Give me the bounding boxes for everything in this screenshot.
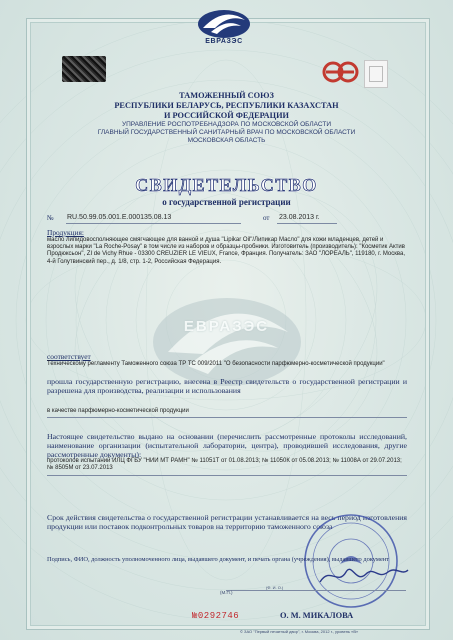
signer-name: О. М. МИКАЛОВА	[280, 611, 354, 620]
usage-text: в качестве парфюмерно-косметической продукции	[47, 408, 189, 414]
emblem-label: ЕВРАЗЭС	[205, 38, 243, 45]
certificate-date: 23.08.2013 г.	[279, 214, 320, 221]
number-label: №	[47, 214, 54, 222]
signature-underline	[226, 590, 406, 591]
date-label: от	[263, 214, 270, 222]
protocols-text: протоколов испытаний ИЛЦ ФГБУ "НИИ МТ РАМН" № 11051Т от 01.08.2013; № 11050К от 05.08.2013; № 11008А от 29.07.2013; № 8505М от 23.07.2013	[47, 458, 402, 472]
printer-footer: © ЗАО "Первый печатный двор", г. Москва, 2012 г., уровень «В»	[240, 629, 359, 634]
document-subtitle: о государственной регистрации	[162, 197, 291, 207]
product-heading: Продукция:	[47, 228, 84, 237]
usage-underline	[47, 417, 407, 418]
header-line-3: И РОССИЙСКОЙ ФЕДЕРАЦИИ	[163, 111, 290, 120]
date-underline	[277, 223, 337, 224]
registration-text: прошла государственную регистрацию, внесена в Реестр свидетельств о государственной регистрации и разрешена для производства, реализации и использования	[47, 377, 407, 396]
signature-caption: Подпись, ФИО, должность уполномоченного лица, выдавшего документ, и печать органа (учреждения), выдавшего документ	[47, 556, 389, 563]
product-description: масло липидовосполняющее смягчающее для ванной и душа "Lipikar Oil"/Липикар Масло" для кожи младенцев, детей и взрослых марки "La Roche-Posay" в том числе из наборов и образцы-пробники. Изготовитель (производитель): "Косметик Актив Продюксьон", ZI de Vichy Rhue - 03300 CREUZIER LE VIEUX, France, Франция. Получатель: ЗАО "ЛОРЕАЛЬ", 119180, г. Москва, 4-й Голутвинский пер., д. 1/8, стр. 1-2, Российская Федерация.	[47, 237, 406, 265]
protocols-underline	[47, 475, 407, 476]
hologram-sticker	[62, 56, 106, 82]
document-title: СВИДЕТЕЛЬСТВО	[135, 175, 318, 195]
conformity-text: Техническому регламенту Таможенного союза ТР ТС 009/2011 "О безопасности парфюмерно-косметической продукции"	[47, 361, 385, 367]
conformity-heading: соответствует	[47, 352, 91, 361]
header-line-4: УПРАВЛЕНИЕ РОСПОТРЕБНАДЗОРА ПО МОСКОВСКОЙ ОБЛАСТИ	[121, 121, 331, 128]
number-underline	[66, 223, 241, 224]
certificate-number: RU.50.99.05.001.E.000135.08.13	[67, 214, 172, 221]
validity-text: Срок действия свидетельства о государственной регистрации устанавливается на весь период изготовления продукции или поставок подконтрольных товаров на территорию таможенного союза	[47, 513, 407, 532]
header-line-6: МОСКОВСКАЯ ОБЛАСТЬ	[187, 137, 266, 144]
fio-label: (Ф. И. О.)	[266, 585, 284, 590]
mp-label: (М.П.)	[220, 590, 233, 595]
header-line-5: ГЛАВНЫЙ ГОСУДАРСТВЕННЫЙ САНИТАРНЫЙ ВРАЧ ПО МОСКОВСКОЙ ОБЛАСТИ	[97, 129, 356, 136]
security-box	[364, 60, 388, 88]
signature-icon	[316, 560, 412, 590]
serial-number: №0292746	[192, 611, 240, 621]
basis-text: Настоящее свидетельство выдано на основании (перечислить рассмотренные протоколы исследований, наименование организации (испытательной лаборатории, центра), проводившей исследования, другие рассмотренные документы):	[47, 432, 407, 460]
header-line-1: ТАМОЖЕННЫЙ СОЮЗ	[179, 91, 274, 100]
watermark-text: ЕВРАЗЭС	[183, 318, 270, 335]
header-line-2: РЕСПУБЛИКИ БЕЛАРУСЬ, РЕСПУБЛИКИ КАЗАХСТАН	[114, 101, 339, 110]
conformity-mark-icon	[322, 61, 360, 83]
